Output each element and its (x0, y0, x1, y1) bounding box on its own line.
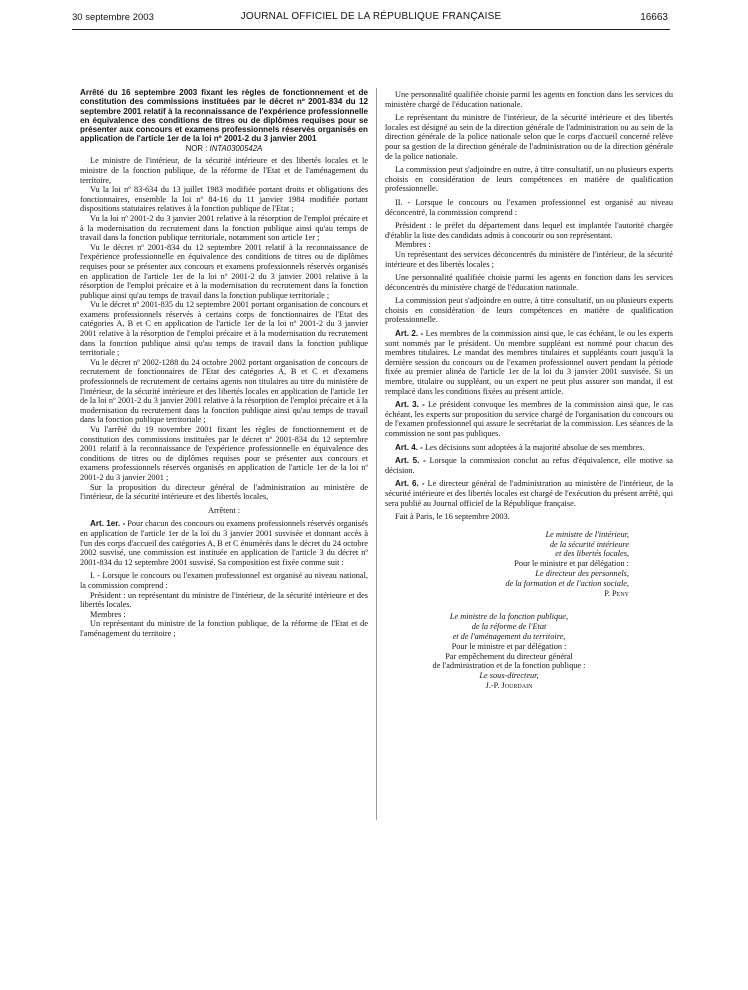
article-6 (385, 479, 673, 508)
article-label: Art. 4. - (395, 442, 423, 452)
paragraph: Le ministre de l'intérieur, de la sécurité intérieure et des libertés locales et le ministre de la fonction publique, de la réforme de l'Etat et de l'aménagement du territoire, (80, 156, 368, 185)
paragraph: Un représentant du ministre de la fonction publique, de la réforme de l'Etat et de l'aménagement du territoire ; (80, 619, 368, 638)
paragraph: Vu le décret nº 2001-834 du 12 septembre 2001 relatif à la reconnaissance de l'expérience professionnelle en équivalence des conditions de titres ou de diplômes requises pour se présenter aux concours et examens professionnels réservés organisés en application de l'article 1er de la loi nº 2001-2 du 3 janvier 2001 relative à la résorption de l'emploi précaire et à la modernisation du recrutement dans la fonction publique ainsi qu'au temps de travail dans la fonction publique territoriale ; (80, 242, 368, 300)
header-date: 30 septembre 2003 (72, 12, 154, 23)
paragraph: Sur la proposition du directeur général de l'administration au ministère de l'intérieur, de la sécurité intérieure et des libertés locales, (80, 482, 368, 502)
page-header (72, 9, 670, 30)
signature-block-civil-service: Le ministre de la fonction publique, de la réforme de l'Etat et de l'aménagement du territoire, Pour le ministre et par délégation : Par empêchement du directeur général de l'administration et de la fonction publique : Le sous-directeur, J.-P. Jourdain (385, 612, 673, 690)
journal-title: JOURNAL OFFICIEL DE LA RÉPUBLIQUE FRANÇAISE (240, 11, 502, 22)
signing-place-date: Fait à Paris, le 16 septembre 2003. (395, 512, 510, 522)
paragraph: Une personnalité qualifiée choisie parmi les agents en fonction dans les services déconcentrés du ministère chargé de l'éducation nationale. (385, 273, 673, 292)
article-label: Art. 1er. - (90, 519, 126, 529)
article-text: Les membres de la commission ainsi que, le cas échéant, le ou les experts sont nommés par le président. Un membre suppléant est nommé pour chacun des membres titulaires. Le mandat des membres titulaires et suppléants court jusqu'à la dernière session du concours ou de l'examen professionnel ouvert pendant la période fixée au premier alinéa de l'article 1er de la loi du 3 janvier 2001 susvisée. Si un membre, titulaire ou suppléant, ou un expert ne peut plus assurer son mandat, il est remplacé dans les conditions fixées au présent article. (385, 329, 674, 396)
paragraph: Un représentant des services déconcentrés du ministère de l'intérieur, de la sécurité intérieure et des libertés locales ; (385, 249, 673, 269)
right-column (385, 90, 673, 691)
article-text: Pour chacun des concours ou examens professionnels réservés organisés en application de l'article 1er de la loi du 3 janvier 2001 susvisée et donnant accès à l'un des corps d'accueil des catégories A, B et C énumérés dans le décret du 24 octobre 2002 susvisé, une commission est instituée en application de l'article 3 du décret nº 2001-834 du 12 septembre 2001 susvisé. Sa composition est fixée comme suit : (80, 519, 368, 567)
paragraph: Vu la loi nº 2001-2 du 3 janvier 2001 relative à la résorption de l'emploi précaire et à la modernisation du recrutement dans la fonction publique ainsi qu'au temps de travail dans la fonction publique territoriale, notamment son article 1er ; (80, 213, 368, 243)
paragraph: Une personnalité qualifiée choisie parmi les agents en fonction dans les services du ministère chargé de l'éducation nationale. (385, 90, 673, 109)
nor-reference: NOR : INTA0300542A (185, 143, 263, 153)
signatory-name: J.-P. Jourdain (485, 680, 533, 690)
paragraph: La commission peut s'adjoindre en outre, à titre consultatif, un ou plusieurs experts choisis en considération de leurs compétences en matière de qualification professionnelle. (385, 296, 673, 325)
article-4 (385, 443, 673, 453)
paragraph: II. - Lorsque le concours ou l'examen professionnel est organisé au niveau déconcentré, la commission comprend : (385, 197, 673, 217)
paragraph: Vu l'arrêté du 19 novembre 2001 fixant les règles de fonctionnement et de constitution des commissions instituées par le décret nº 2001-834 du 12 septembre 2001 relatif à la reconnaissance de l'expérience professionnelle en équivalence des conditions de titres ou de diplômes requises pour se présenter aux concours et examens professionnels réservés organisés en application de l'article 1er de la loi nº 2001-2 du 3 janvier 2001 ; (80, 425, 368, 482)
paragraph: La commission peut s'adjoindre en outre, à titre consultatif, un ou plusieurs experts choisis en considération de leurs compétences en matière de qualification professionnelle. (385, 165, 673, 194)
paragraph: Vu le décret nº 2002-1288 du 24 octobre 2002 portant organisation de concours de recrutement de fonctionnaires de l'Etat des catégories A, B et C et d'examens professionnels de recrutement de certains agents non titulaires au titre du ministère de l'intérieur, de la sécurité intérieure et des libertés locales en application de l'article 1er de la loi nº 2001-2 du 3 janvier 2001 relative à la résorption de l'emploi précaire et à la modernisation du recrutement dans la fonction publique ainsi qu'au temps de travail dans la fonction publique territoriale ; (80, 357, 368, 425)
paragraph: Président : un représentant du ministre de l'intérieur, de la sécurité intérieure et des libertés locales. (80, 590, 368, 610)
article-text: Le président convoque les membres de la commission ainsi que, le cas échéant, les experts sur proposition du service chargé de l'organisation du concours ou de l'examen professionnel qui assure le secrétariat de la commission. Les séances de la commission ne sont pas publiques. (385, 400, 673, 438)
signature-block-interior: Le ministre de l'intérieur, de la sécurité intérieure et des libertés locales, Pour le ministre et par délégation : Le directeur des personnels, de la formation et de l'action sociale, P. Peny (385, 530, 673, 599)
article-5 (385, 456, 673, 475)
paragraph: Membres : (90, 609, 126, 619)
article-label: Art. 6. - (395, 479, 425, 489)
column-divider (376, 88, 377, 820)
article-2 (385, 329, 673, 396)
page-number: 16663 (640, 12, 668, 23)
article-1 (80, 519, 368, 567)
article-label: Art. 3. - (395, 400, 425, 410)
arretent-heading: Arrêtent : (207, 505, 241, 515)
article-label: Art. 2. - (395, 329, 424, 339)
article-text: Le directeur général de l'administration au ministère de l'intérieur, de la sécurité intérieure et des libertés locales est chargé de l'exécution du présent arrêté, qui sera publié au Journal officiel de la République française. (385, 479, 674, 508)
paragraph: Vu le décret nº 2001-835 du 12 septembre 2001 portant organisation de concours et examens professionnels réservés à certains corps de fonctionnaires de l'Etat des catégories A, B et C en application de l'article 1er de la loi nº 2001-2 du 3 janvier 2001 relative à la résorption de l'emploi précaire et à la modernisation du recrutement dans la fonction publique ainsi qu'au temps de travail dans la fonction publique territoriale ; (80, 300, 368, 358)
article-label: Art. 5. - (395, 456, 426, 466)
nor-code: INTA0300542A (209, 143, 263, 153)
article-text: Les décisions sont adoptées à la majorité absolue de ses membres. (424, 442, 645, 452)
paragraph: Membres : (395, 240, 431, 250)
paragraph: Le représentant du ministre de l'intérieur, de la sécurité intérieure et des libertés locales est désigné au sein de la direction générale de l'administration ou au sein de la direction générale de la police nationale selon que le corps d'accueil concerné relève pour sa gestion de la direction générale de l'administration ou de la direction générale de la police nationale. (385, 113, 673, 161)
left-column (80, 88, 368, 638)
article-3 (385, 400, 673, 438)
paragraph: Président : le préfet du département dans lequel est implantée l'autorité chargée d'établir la liste des candidats admis à concourir ou son représentant. (385, 221, 673, 240)
paragraph: I. - Lorsque le concours ou l'examen professionnel est organisé au niveau national, la commission comprend : (80, 571, 368, 590)
decree-title: Arrêté du 16 septembre 2003 fixant les règles de fonctionnement et de constitution des commissions instituées par le décret nº 2001-834 du 12 septembre 2001 relatif à la reconnaissance de l'expérience professionnelle en équivalence des conditions de titres ou de diplômes requises pour se présenter aux concours et examens professionnels réservés organisés en application de l'article 1er de la loi nº 2001-2 du 3 janvier 2001 (80, 88, 368, 144)
signatory-name: P. Peny (604, 588, 629, 598)
paragraph: Vu la loi nº 83-634 du 13 juillet 1983 modifiée portant droits et obligations des fonctionnaires, ensemble la loi nº 84-16 du 11 janvier 1984 modifiée portant dispositions statutaires relatives à la fonction publique de l'Etat ; (80, 185, 368, 214)
article-text: Lorsque la commission conclut au refus d'équivalence, elle motive sa décision. (385, 456, 673, 475)
